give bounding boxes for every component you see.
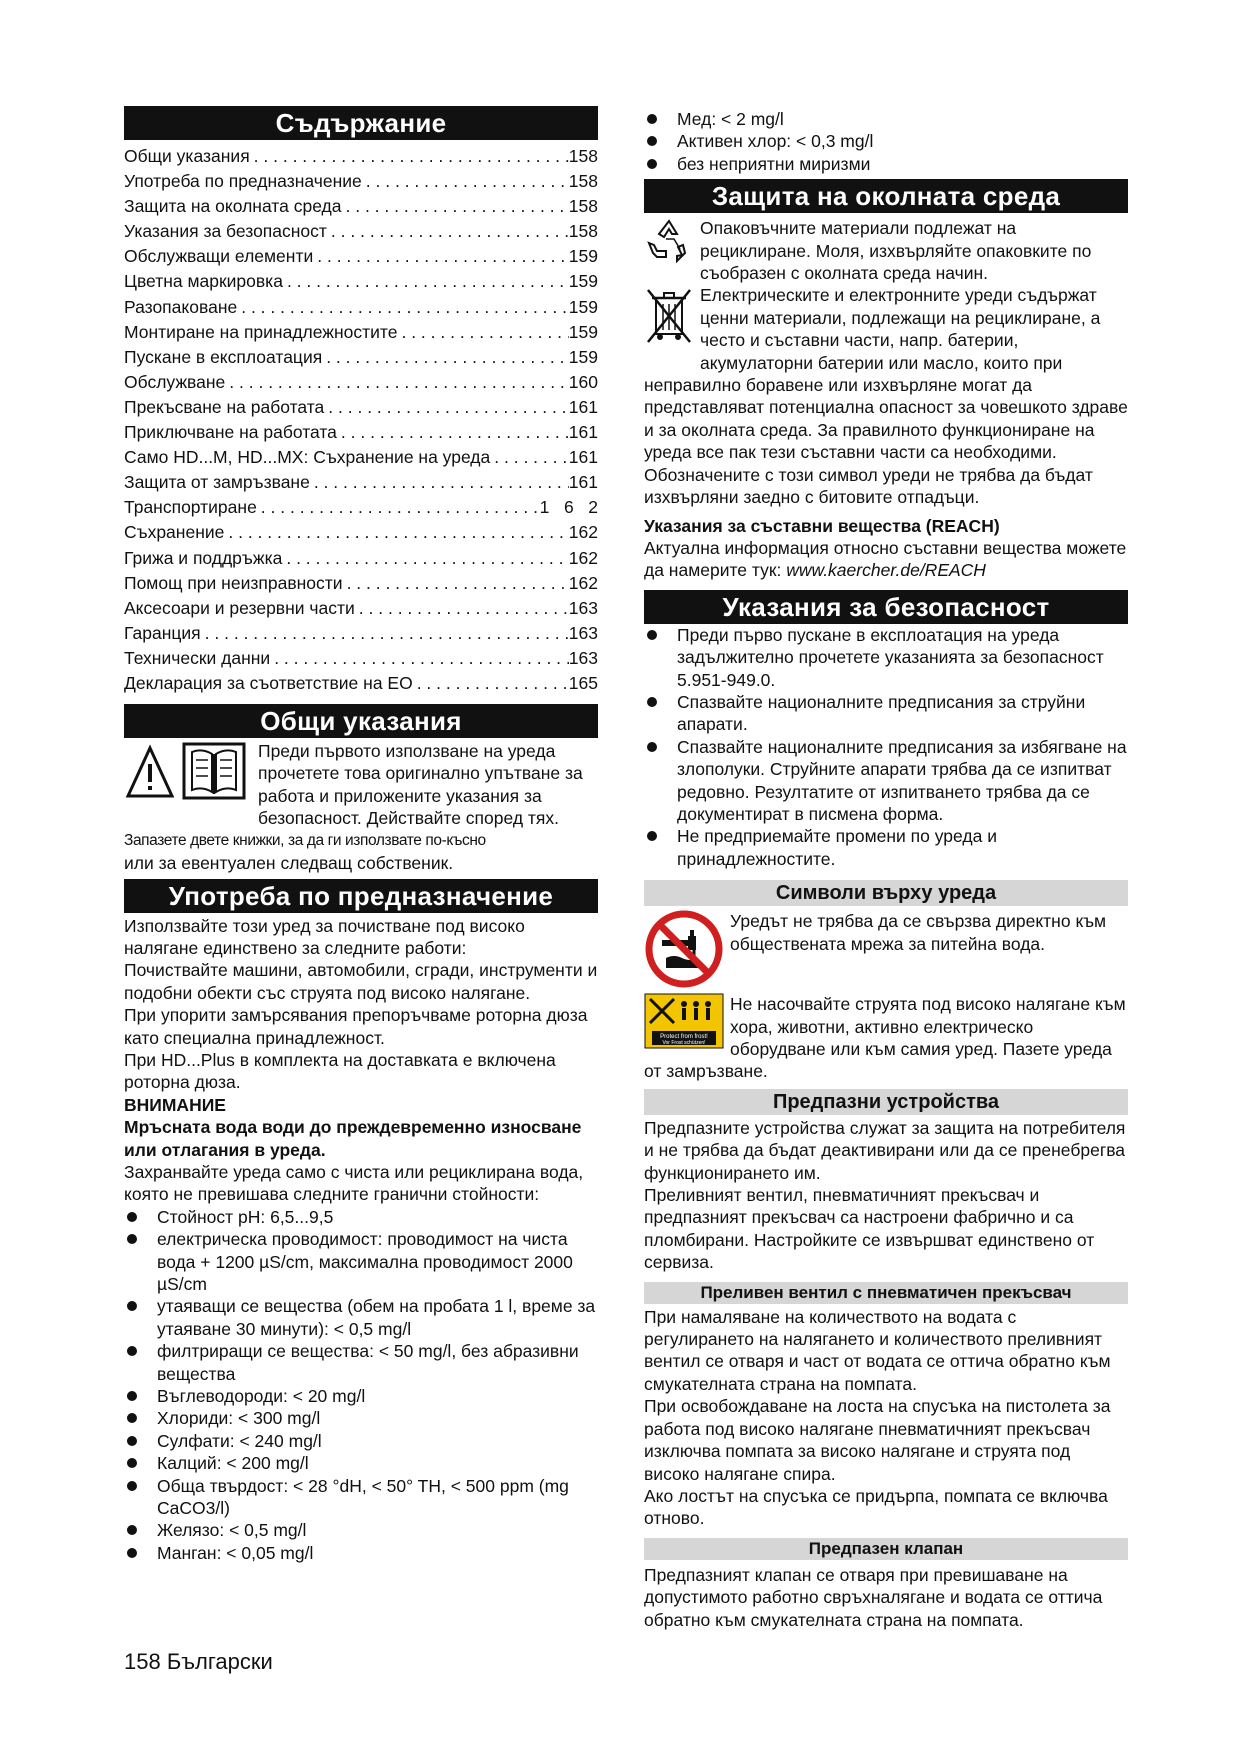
toc-leader-dots [327,219,569,244]
toc-entry-label: Грижа и поддръжка [124,547,283,568]
list-item: Манган: < 0,05 mg/l [124,1542,598,1564]
protective-p1: Предпазните устройства служат за защита на потребителя и не трябва да бъдат деактивирани или да се пренебрегва функционирането им. [644,1117,1126,1183]
left-column [124,106,598,1564]
safety-list [644,624,1128,870]
toc-entry-label: Обслужващи елементи [124,246,314,267]
toc-leader-dots [322,345,569,370]
toc-entry[interactable] [124,495,598,520]
toc-leader-dots [282,546,568,571]
page-footer [124,1648,273,1676]
toc-leader-dots [201,621,569,646]
list-item: Стойност pH: 6,5...9,5 [124,1206,598,1228]
reach-text-body: Актуална информация относно съставни вещества можете да намерите тук: [644,537,1127,581]
right-column [644,108,1128,1631]
toc-entry-label: Употреба по предназначение [124,171,362,192]
general-text-owner: или за евентуален следващ собственик. [124,853,454,874]
toc-entry-label: Защита на околната среда [124,196,342,217]
toc-leader-dots [413,671,569,696]
toc-entry-label: Монтиране на принадлежностите [124,321,398,342]
overflow-valve-p2: При освобождаване на лоста на спусъка на пистолета за работа под високо налягане пневматичният прекъсвач изключва помпата за високо налягане и струята под високо налягане спира. [644,1396,1111,1484]
toc-entry-label: Прекъсване на работата [124,396,325,417]
list-item: без неприятни миризми [644,153,1128,175]
intended-use-p1: Използвайте този уред за почистване под високо налягане единствено за следните работи: [124,915,525,958]
toc-leader-dots [343,571,569,596]
toc-entry-page: 159 [568,346,598,367]
toc-entry-label: Цветна маркировка [124,271,283,292]
intended-use-p2: Почиствайте машини, автомобили, сгради, инструменти и подобни обекти със струята под високо налягане. [124,960,598,1003]
toc-entry-label: Технически данни [124,647,271,668]
list-item: филтриращи се вещества: < 50 mg/l, без абразивни вещества [124,1340,598,1385]
environment-title: Защита на околната среда [644,179,1128,213]
toc-entry[interactable] [124,445,598,470]
toc-entry-label: Защита от замръзване [124,472,310,493]
toc-entry-page: 162 [568,572,598,593]
list-item: Обща твърдост: < 28 °dH, < 50° TH, < 500 ppm (mg CaCO3/l) [124,1475,598,1520]
toc-entry[interactable] [124,345,598,370]
high-pressure-warning-label-icon [644,993,724,1049]
symbols-section [644,910,1128,1083]
water-limits-continued [644,108,1128,175]
water-limits-list [124,1206,598,1565]
toc-leader-dots [324,395,569,420]
toc-entry-page: 158 [568,146,598,166]
toc-leader-dots [270,646,569,671]
intended-use-title: Употреба по предназначение [124,879,598,913]
toc-entry[interactable] [124,269,598,294]
toc-entry-label: Транспортиране [124,497,257,518]
toc-entry[interactable] [124,320,598,345]
general-title: Общи указания [124,704,598,738]
protective-p2: Преливният вентил, пневматичният прекъсвач и предпазният прекъсвач са настроени фабрично и са пломбирани. Настройките се извършват единствено от сервиза. [644,1185,1095,1273]
manual-book-icon [184,744,244,798]
toc-entry[interactable] [124,621,598,646]
toc-entry[interactable] [124,571,598,596]
list-item: Желязо: < 0,5 mg/l [124,1519,598,1541]
toc-entry-page: 163 [568,597,598,618]
crossed-bin-icon [644,286,694,348]
toc-entry-page: 160 [568,371,598,392]
list-item: Активен хлор: < 0,3 mg/l [644,130,1128,152]
toc-entry-page: 159 [568,296,598,317]
toc-entry-label: Приключване на работата [124,422,337,443]
no-drinking-water-connection-icon [644,910,724,988]
toc-entry-page: 159 [568,246,598,267]
toc-entry-page: 158 [568,196,598,217]
overflow-valve-p3: Ако лостът на спусъка се придърпа, помпата се включва отново. [644,1485,1108,1529]
warning-book-icons [124,740,252,804]
toc-entry-page: 161 [568,447,598,468]
toc-entry[interactable] [124,596,598,621]
reach-link[interactable]: www.kaercher.de/REACH [786,560,986,581]
toc-entry-label: Разопаковане [124,296,238,317]
toc-entry[interactable] [124,169,598,194]
toc-entry[interactable] [124,646,598,671]
list-item: Въглеводороди: < 20 mg/l [124,1385,598,1407]
table-of-contents [124,144,598,696]
toc-leader-dots [283,269,569,294]
recycling-icon-wrap [644,217,694,270]
toc-entry-label: Гаранция [124,622,201,643]
list-item: Калций: < 200 mg/l [124,1452,598,1474]
general-section [124,740,598,874]
toc-entry-page: 1 6 2 [539,497,598,518]
symbol-text-1: Уредът не трябва да се свързва директно към обществената мрежа за питейна вода. [730,911,1107,954]
general-text: Преди първото използване на уреда прочетете това оригинално упътване за работа и приложените указания за безопасност. Действайте според тях. [258,741,583,829]
toc-entry-page: 161 [568,472,598,493]
overflow-valve-p1: При намаляване на количеството на водата с регулирането на налягането и количеството преливният вентил се отваря и част от водата се оттича обратно към смукателната страна на помпата. [644,1306,1111,1394]
toc-entry[interactable] [124,144,598,169]
safety-valve-p1: Предпазният клапан се отваря при превишаване на допустимото работно свръхналягане и водата се оттича обратно към смукателната страна на помпата. [644,1564,1103,1630]
toc-entry-label: Аксесоари и резервни части [124,597,355,618]
list-item: Преди първо пускане в експлоатация на уреда задължително прочетете указанията за безопасност 5.951-949.0. [644,624,1128,691]
toc-leader-dots [397,320,568,345]
toc-entry[interactable] [124,671,598,696]
intended-use-p4: При HD...Plus в комплекта на доставката е включена роторна дюза. [124,1049,556,1093]
label-line-2: Vor Frost schützen! [662,1040,706,1047]
environment-section [644,217,1128,582]
toc-entry[interactable] [124,244,598,269]
recycling-icon [644,217,694,265]
warning-text: Мръсната вода води до преждевременно износване или отлагания в уреда. [124,1117,582,1160]
toc-entry-page: 158 [568,221,598,242]
toc-leader-dots [250,144,569,169]
toc-entry[interactable] [124,194,598,219]
toc-entry-page: 165 [568,672,598,693]
toc-leader-dots [224,520,568,545]
toc-entry-page: 162 [568,522,598,543]
toc-leader-dots [237,295,569,320]
toc-entry-label: Помощ при неизправности [124,572,343,593]
intended-use-p5: Захранвайте уреда само с чиста или рециклирана вода, която не превишава следните гранични стойности: [124,1161,584,1205]
toc-entry[interactable] [124,295,598,320]
list-item: Мед: < 2 mg/l [644,108,1128,130]
toc-entry[interactable] [124,420,598,445]
toc-leader-dots [337,420,569,445]
toc-entry-label: Съхранение [124,522,225,543]
page-number: 158 [124,1649,161,1674]
footer-language: Български [166,1649,273,1674]
toc-entry-label: Обслужване [124,371,226,392]
toc-entry-label: Пускане в експлоатация [124,346,323,367]
protective-title: Предпазни устройства [644,1089,1128,1115]
toc-entry[interactable] [124,470,598,495]
toc-entry-label: Декларация за съответствие на ЕО [124,672,413,693]
weee-icon-wrap [644,286,694,353]
reach-title: Указания за съставни вещества (REACH) [644,515,1000,536]
toc-leader-dots [362,169,569,194]
label-line-1: Protect from frost! [660,1034,708,1041]
toc-leader-dots [257,495,540,520]
toc-entry[interactable] [124,395,598,420]
warning-label-icon-wrap [644,993,724,1054]
warning-triangle-icon [128,748,172,796]
symbols-title: Символи върху уреда [644,880,1128,906]
toc-entry[interactable] [124,219,598,244]
general-icons [124,740,252,809]
reach-text [644,537,1128,582]
toc-entry[interactable] [124,546,598,571]
list-item: Хлориди: < 300 mg/l [124,1407,598,1429]
toc-entry-page: 159 [568,321,598,342]
toc-entry-page: 161 [568,422,598,443]
toc-entry-label: Само HD...M, HD...MX: Съхранение на уреда [124,447,491,468]
toc-entry-page: 161 [568,396,598,417]
safety-valve-title: Предпазен клапан [644,1538,1128,1560]
toc-leader-dots [490,445,569,470]
toc-entry-page: 163 [568,622,598,643]
general-text-compact: Запазете двете книжки, за да ги използвате по-късно [124,831,486,849]
packaging-text: Опаковъчните материали подлежат на рециклиране. Моля, изхвърляйте опаковките по съобразен с околната среда начин. [700,218,1092,284]
toc-entry-label: Общи указания [124,146,250,166]
toc-entry-label: Указания за безопасност [124,221,327,242]
warning-heading: ВНИМАНИЕ [124,1094,226,1115]
intended-use-p3: При упорити замърсявания препоръчваме роторна дюза като специална принадлежност. [124,1005,588,1048]
toc-entry[interactable] [124,520,598,545]
toc-leader-dots [225,370,569,395]
toc-leader-dots [310,470,569,495]
list-item: Спазвайте националните предписания за избягване на злополуки. Струйните апарати трябва да се изпитват редовно. Резултатите от изпитването трябва да се документират в писмена форма. [644,736,1128,826]
weee-text: Електрическите и електронните уреди съдържат ценни материали, подлежащи на рециклиране, а често и съставни части, напр. батерии, акумулаторни батерии или масло, които при неправилно боравене или изхвърляне могат да представляват потенциална опасност за човешкото здраве и за околната среда. За правилното функциониране на уреда все пак тези съставни части са необходими. Обозначените с този символ уреди не трябва да бъдат изхвърляни заедно с битовите отпадъци. [644,285,1128,508]
toc-entry-page: 159 [568,271,598,292]
list-item: Сулфати: < 240 mg/l [124,1430,598,1452]
toc-entry[interactable] [124,370,598,395]
toc-entry-page: 162 [568,547,598,568]
toc-entry-page: 163 [568,647,598,668]
safety-title: Указания за безопасност [644,590,1128,624]
toc-entry-page: 158 [568,171,598,192]
toc-leader-dots [313,244,569,269]
list-item: утаяващи се вещества (обем на пробата 1 l, време за утаяване 30 минути): < 0,5 mg/l [124,1295,598,1340]
overflow-valve-title: Преливен вентил с пневматичен прекъсвач [644,1282,1128,1304]
list-item: Спазвайте националните предписания за струйни апарати. [644,691,1128,736]
list-item: Не предприемайте промени по уреда и принадлежностите. [644,825,1128,870]
intended-use-section [124,915,598,1565]
symbol-text-2: Не насочвайте струята под високо налягане към хора, животни, активно електрическо оборудване или към самия уред. Пазете уреда от замръзване. [644,994,1126,1082]
toc-leader-dots [342,194,569,219]
no-drinking-water-icon-wrap [644,910,724,993]
list-item: електрическа проводимост: проводимост на чиста вода + 1200 µS/cm, максимална проводимост 2000 µS/cm [124,1228,598,1295]
toc-title: Съдържание [124,106,598,140]
toc-leader-dots [355,596,569,621]
